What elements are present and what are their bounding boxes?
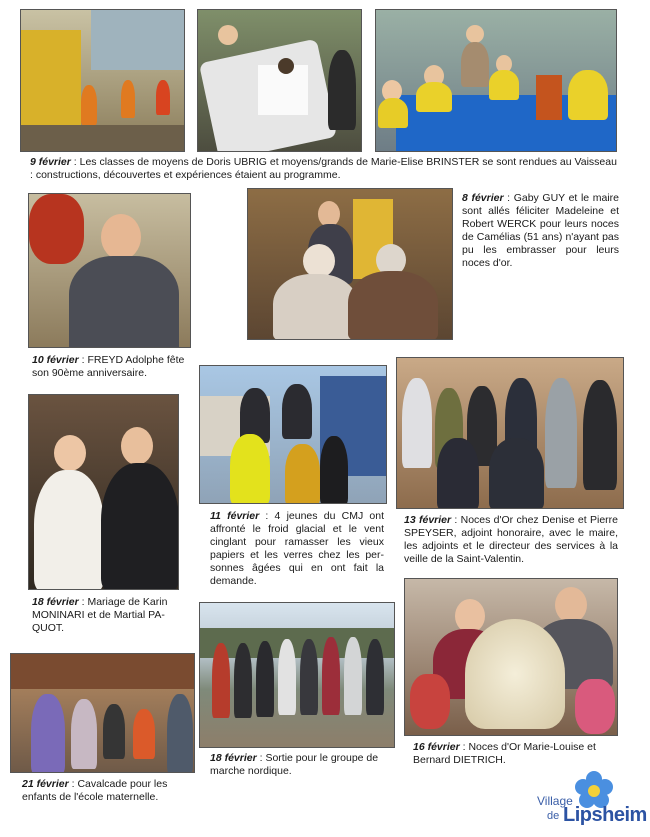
caption-date: 8 février: [462, 192, 504, 204]
caption-text: : 4 jeunes du CMJ ont affronté le froid glacial et le vent cinglant pour ramasser les vieux papiers et les verres chez les personnes âgées qui en ont fait la demande.: [210, 510, 384, 587]
caption-text: : Les classes de moyens de Doris UBRIG et moyens/grands de Marie-Elise BRINSTER se sont rendues au Vaisseau : constructions, découvertes et expériences étaient au programme.: [30, 156, 617, 181]
caption-text: : Sortie pour le groupe de marche nordique.: [210, 752, 379, 777]
caption-date: 11 février: [210, 510, 260, 522]
logo-name-text: Lipsheim: [563, 804, 647, 826]
caption-date: 9 février: [30, 156, 71, 168]
photo-dietrich-noces: [404, 578, 618, 736]
photo-speyser-noces: [396, 357, 624, 509]
photo-cmj-youth: [199, 365, 387, 504]
caption-text: : Noces d'Or chez Denise et Pierre SPEYSER, adjoint honoraire, avec le maire, les adjoints et le directeur des services à la veille de la Saint-Valentin.: [404, 514, 618, 565]
caption-date: 21 février: [22, 778, 69, 790]
caption-9-fevrier: [30, 156, 620, 182]
caption-18-fevrier-mariage: [32, 596, 192, 635]
photo-vaisseau-playground: [20, 9, 185, 152]
caption-11-fevrier: [210, 510, 384, 588]
logo-village-text: Village: [537, 794, 573, 808]
caption-date: 18 février: [210, 752, 257, 764]
photo-werck-couple: [247, 188, 453, 340]
caption-text: : FREYD Adolphe fête son 90ème anniversaire.: [32, 354, 185, 379]
logo-de-text: de: [547, 810, 560, 822]
photo-freyd-adolphe: [28, 193, 191, 348]
caption-13-fevrier: [404, 514, 618, 566]
caption-date: 16 février: [413, 741, 460, 753]
caption-text: : Gaby GUY et le maire sont allés féliciter Madeleine et Robert WERCK pour leurs noces de Camélias (51 ans) n'ayant pas pu les embrasser pour leurs noces d'or.: [462, 192, 619, 269]
caption-16-fevrier: [413, 741, 618, 767]
photo-vaisseau-construction: [197, 9, 362, 152]
village-lipsheim-logo: [533, 770, 647, 830]
caption-8-fevrier: [462, 192, 619, 270]
photo-wedding-moninari: [28, 394, 179, 590]
caption-21-fevrier: [22, 778, 190, 804]
caption-date: 13 février: [404, 514, 452, 526]
caption-18-fevrier-marche: [210, 752, 395, 778]
caption-text: : Mariage de Karin MONINARI et de Martial PAQUOT.: [32, 596, 168, 634]
photo-cavalcade: [10, 653, 195, 773]
photo-marche-nordique: [199, 602, 395, 748]
photo-vaisseau-water: [375, 9, 617, 152]
caption-text: : Cavalcade pour les enfants de l'école maternelle.: [22, 778, 168, 803]
caption-date: 18 février: [32, 596, 79, 608]
caption-text: : Noces d'Or Marie-Louise et Bernard DIETRICH.: [413, 741, 596, 766]
caption-10-fevrier: [32, 354, 192, 380]
caption-date: 10 février: [32, 354, 79, 366]
